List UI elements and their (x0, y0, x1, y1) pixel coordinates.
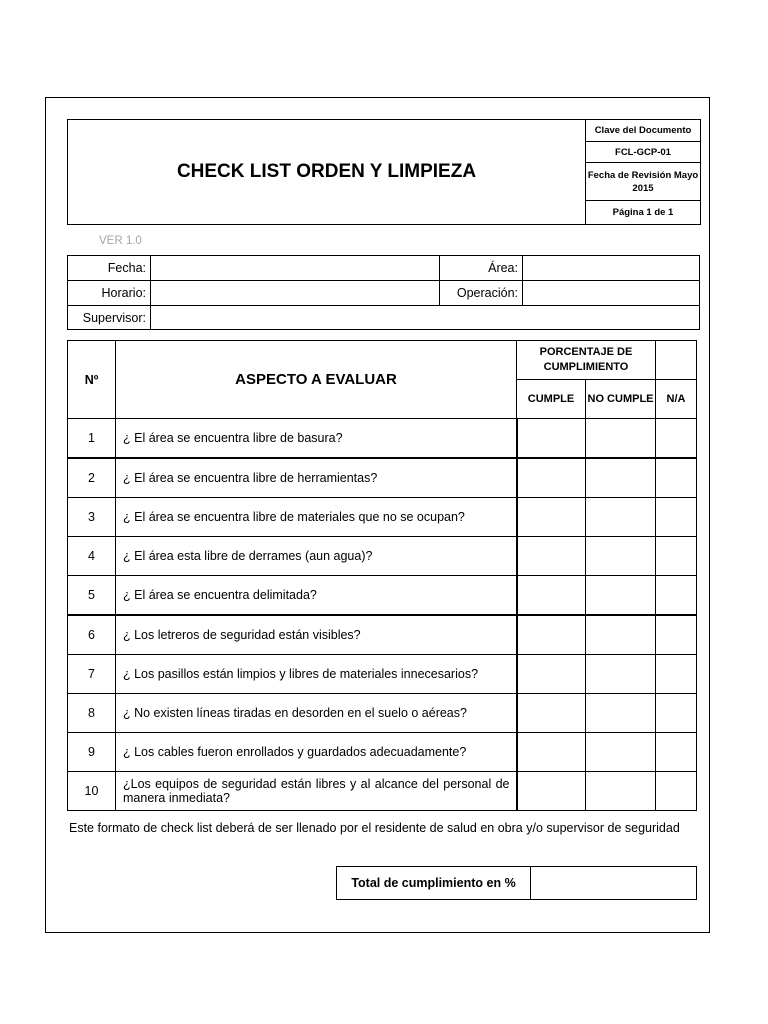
horario-label: Horario: (68, 281, 151, 306)
cumple-cell[interactable] (517, 694, 586, 733)
item-question: ¿ Los letreros de seguridad están visibles? (116, 615, 517, 655)
na-cell[interactable] (656, 537, 697, 576)
item-question: ¿ Los cables fueron enrollados y guardados adecuadamente? (116, 733, 517, 772)
item-question: ¿Los equipos de seguridad están libres y al alcance del personal de manera inmediata? (116, 772, 517, 811)
no-cumple-cell[interactable] (586, 576, 656, 616)
na-cell[interactable] (656, 655, 697, 694)
na-cell[interactable] (656, 733, 697, 772)
cumple-cell[interactable] (517, 419, 586, 459)
total-compliance-table (336, 866, 697, 900)
no-cumple-cell[interactable] (586, 733, 656, 772)
item-number: 8 (68, 694, 116, 733)
no-cumple-cell[interactable] (586, 694, 656, 733)
col-header-aspect: ASPECTO A EVALUAR (116, 341, 517, 419)
cumple-cell[interactable] (517, 655, 586, 694)
item-number: 9 (68, 733, 116, 772)
table-row (68, 772, 697, 811)
col-header-no-cumple: NO CUMPLE (586, 380, 656, 419)
cumple-cell[interactable] (517, 537, 586, 576)
item-number: 1 (68, 419, 116, 459)
table-row (68, 537, 697, 576)
col-header-number: Nº (68, 341, 116, 419)
item-question: ¿ El área se encuentra libre de herramientas? (116, 458, 517, 498)
table-row (68, 498, 697, 537)
table-row (68, 733, 697, 772)
no-cumple-cell[interactable] (586, 458, 656, 498)
doc-key-value: FCL-GCP-01 (586, 142, 701, 163)
page-number: Página 1 de 1 (586, 201, 701, 225)
operacion-field[interactable] (523, 281, 700, 306)
na-cell[interactable] (656, 419, 697, 459)
no-cumple-cell[interactable] (586, 615, 656, 655)
no-cumple-cell[interactable] (586, 419, 656, 459)
item-question: ¿ El área se encuentra libre de materiales que no se ocupan? (116, 498, 517, 537)
cumple-cell[interactable] (517, 733, 586, 772)
item-number: 5 (68, 576, 116, 616)
col-header-na: N/A (656, 380, 697, 419)
na-cell[interactable] (656, 498, 697, 537)
document-title: CHECK LIST ORDEN Y LIMPIEZA (68, 120, 586, 225)
total-compliance-label: Total de cumplimiento en % (337, 867, 531, 900)
table-row (68, 419, 697, 459)
operacion-label: Operación: (440, 281, 523, 306)
checklist-table (67, 340, 697, 811)
revision-date: Fecha de Revisión Mayo 2015 (586, 163, 701, 201)
supervisor-field[interactable] (151, 306, 700, 330)
table-row (68, 576, 697, 616)
item-question: ¿ El área esta libre de derrames (aun agua)? (116, 537, 517, 576)
col-header-percent: PORCENTAJE DE CUMPLIMIENTO (517, 341, 656, 380)
cumple-cell[interactable] (517, 498, 586, 537)
na-cell[interactable] (656, 615, 697, 655)
item-question: ¿ El área se encuentra libre de basura? (116, 419, 517, 459)
header-empty-cell (656, 341, 697, 380)
table-row (68, 615, 697, 655)
item-number: 7 (68, 655, 116, 694)
na-cell[interactable] (656, 772, 697, 811)
version-label: VER 1.0 (99, 235, 142, 247)
item-question: ¿ El área se encuentra delimitada? (116, 576, 517, 616)
na-cell[interactable] (656, 458, 697, 498)
fecha-label: Fecha: (68, 256, 151, 281)
item-question: ¿ Los pasillos están limpios y libres de materiales innecesarios? (116, 655, 517, 694)
na-cell[interactable] (656, 694, 697, 733)
no-cumple-cell[interactable] (586, 655, 656, 694)
total-compliance-field[interactable] (531, 867, 697, 900)
instructions-note: Este formato de check list deberá de ser llenado por el residente de salud en obra y/o supervisor de seguridad (69, 821, 680, 835)
table-row (68, 458, 697, 498)
no-cumple-cell[interactable] (586, 498, 656, 537)
item-number: 10 (68, 772, 116, 811)
item-number: 4 (68, 537, 116, 576)
item-number: 3 (68, 498, 116, 537)
area-label: Área: (440, 256, 523, 281)
document-header (67, 119, 701, 225)
item-number: 6 (68, 615, 116, 655)
cumple-cell[interactable] (517, 615, 586, 655)
horario-field[interactable] (151, 281, 440, 306)
na-cell[interactable] (656, 576, 697, 616)
info-table (67, 255, 700, 330)
supervisor-label: Supervisor: (68, 306, 151, 330)
item-question: ¿ No existen líneas tiradas en desorden en el suelo o aéreas? (116, 694, 517, 733)
table-row (68, 655, 697, 694)
cumple-cell[interactable] (517, 772, 586, 811)
col-header-cumple: CUMPLE (517, 380, 586, 419)
table-row (68, 694, 697, 733)
no-cumple-cell[interactable] (586, 537, 656, 576)
fecha-field[interactable] (151, 256, 440, 281)
area-field[interactable] (523, 256, 700, 281)
cumple-cell[interactable] (517, 576, 586, 616)
cumple-cell[interactable] (517, 458, 586, 498)
doc-key-label: Clave del Documento (586, 120, 701, 142)
item-number: 2 (68, 458, 116, 498)
no-cumple-cell[interactable] (586, 772, 656, 811)
